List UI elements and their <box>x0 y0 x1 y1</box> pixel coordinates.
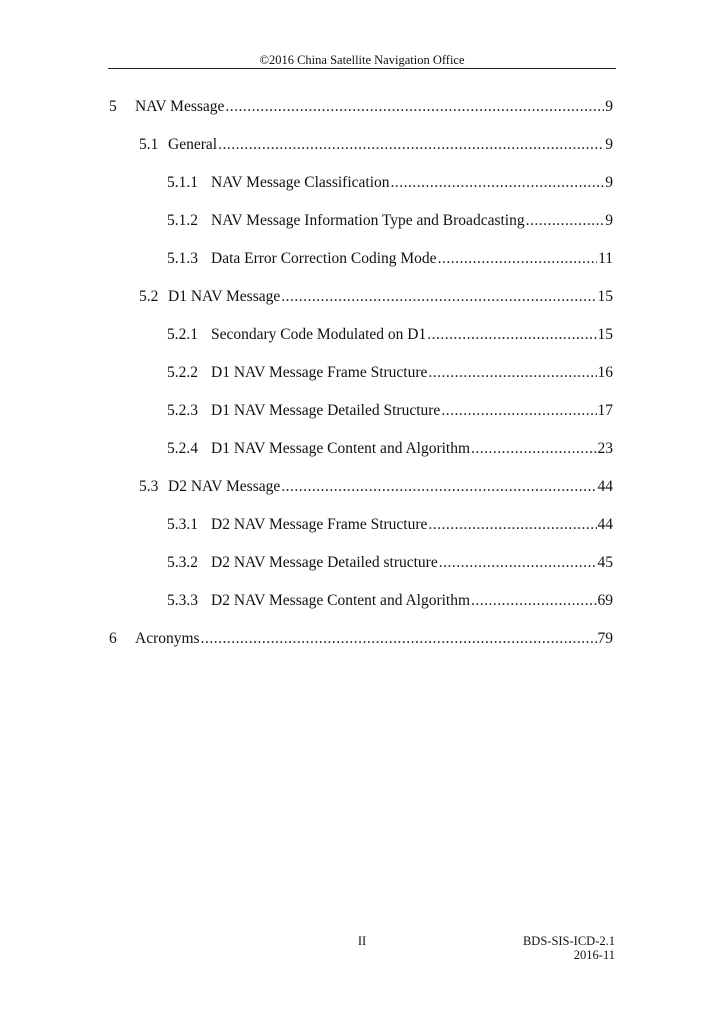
toc-entry-page: 44 <box>597 478 613 495</box>
toc-entry-number: 6 <box>109 630 117 647</box>
toc-entry-number: 5.3.3 <box>167 592 198 609</box>
toc-dot-leader <box>471 439 596 459</box>
toc-dot-leader <box>428 363 596 383</box>
toc-entry-number: 5.1 <box>139 136 159 153</box>
toc-entry-number: 5.2.3 <box>167 402 198 419</box>
toc-entry-title: D2 NAV Message Frame Structure <box>211 516 428 533</box>
toc-entry-title: NAV Message <box>135 98 225 115</box>
toc-entry-number: 5.3 <box>139 478 159 495</box>
toc-entry-title: D1 NAV Message Content and Algorithm <box>211 440 471 457</box>
toc-entry[interactable] <box>167 553 613 573</box>
toc-entry-title: D1 NAV Message <box>168 288 281 305</box>
toc-dot-leader <box>526 211 605 231</box>
toc-entry-title: D1 NAV Message Frame Structure <box>211 364 428 381</box>
toc-dot-leader <box>438 249 598 269</box>
toc-dot-leader <box>441 401 596 421</box>
toc-entry[interactable] <box>139 287 613 307</box>
toc-entry[interactable] <box>167 439 613 459</box>
toc-entry[interactable] <box>139 135 613 155</box>
toc-dot-leader <box>281 477 596 497</box>
toc-entry[interactable] <box>167 401 613 421</box>
header-divider <box>108 68 616 69</box>
toc-entry-number: 5.3.2 <box>167 554 198 571</box>
toc-entry-title: Acronyms <box>135 630 200 647</box>
toc-entry-number: 5.1.1 <box>167 174 198 191</box>
toc-entry[interactable] <box>109 629 613 649</box>
toc-entry-page: 17 <box>597 402 613 419</box>
toc-entry-number: 5 <box>109 98 117 115</box>
toc-entry-page: 45 <box>597 554 613 571</box>
toc-entry-title: Data Error Correction Coding Mode <box>211 250 437 267</box>
toc-entry-number: 5.3.1 <box>167 516 198 533</box>
toc-entry-title: NAV Message Classification <box>211 174 390 191</box>
toc-dot-leader <box>201 629 597 649</box>
toc-entry-page: 23 <box>597 440 613 457</box>
toc-entry[interactable] <box>109 97 613 117</box>
toc-entry-page: 9 <box>605 98 613 115</box>
toc-dot-leader <box>427 325 596 345</box>
toc-entry-page: 9 <box>605 174 613 191</box>
page-header: ©2016 China Satellite Navigation Office <box>259 53 465 67</box>
toc-entry-page: 9 <box>605 136 613 153</box>
toc-entry-title: D2 NAV Message Content and Algorithm <box>211 592 471 609</box>
toc-entry[interactable] <box>167 591 613 611</box>
toc-entry-title: General <box>168 136 218 153</box>
toc-entry-page: 69 <box>597 592 613 609</box>
footer-doc-id: BDS-SIS-ICD-2.1 <box>522 934 615 948</box>
toc-entry-page: 15 <box>597 288 613 305</box>
toc-entry-title: Secondary Code Modulated on D1 <box>211 326 427 343</box>
toc-entry-title: NAV Message Information Type and Broadcasting <box>211 212 525 229</box>
toc-entry-title: D2 NAV Message Detailed structure <box>211 554 438 571</box>
toc-entry-page: 11 <box>598 250 613 267</box>
toc-entry-page: 9 <box>605 212 613 229</box>
toc-dot-leader <box>439 553 597 573</box>
footer-doc-info <box>523 934 615 962</box>
toc-entry[interactable] <box>139 477 613 497</box>
toc-entry-number: 5.2.2 <box>167 364 198 381</box>
toc-dot-leader <box>225 97 604 117</box>
toc-entry-number: 5.2.1 <box>167 326 198 343</box>
toc-entry-title: D1 NAV Message Detailed Structure <box>211 402 441 419</box>
toc-entry-page: 16 <box>597 364 613 381</box>
toc-entry[interactable] <box>167 325 613 345</box>
toc-dot-leader <box>471 591 596 611</box>
toc-entry-number: 5.1.3 <box>167 250 198 267</box>
toc-dot-leader <box>281 287 596 307</box>
footer-date: 2016-11 <box>573 948 615 962</box>
toc-entry-title: D2 NAV Message <box>168 478 281 495</box>
toc-dot-leader <box>428 515 596 535</box>
toc-entry-number: 5.2 <box>139 288 159 305</box>
toc-entry-number: 5.2.4 <box>167 440 198 457</box>
toc-entry-page: 15 <box>597 326 613 343</box>
toc-dot-leader <box>218 135 604 155</box>
toc-entry[interactable] <box>167 363 613 383</box>
toc-entry-number: 5.1.2 <box>167 212 198 229</box>
toc-entry-page: 44 <box>597 516 613 533</box>
footer-page-number: II <box>357 934 367 948</box>
toc-entry[interactable] <box>167 173 613 193</box>
toc-entry[interactable] <box>167 211 613 231</box>
toc-entry[interactable] <box>167 249 613 269</box>
toc-dot-leader <box>391 173 605 193</box>
toc-entry[interactable] <box>167 515 613 535</box>
toc-entry-page: 79 <box>597 630 613 647</box>
